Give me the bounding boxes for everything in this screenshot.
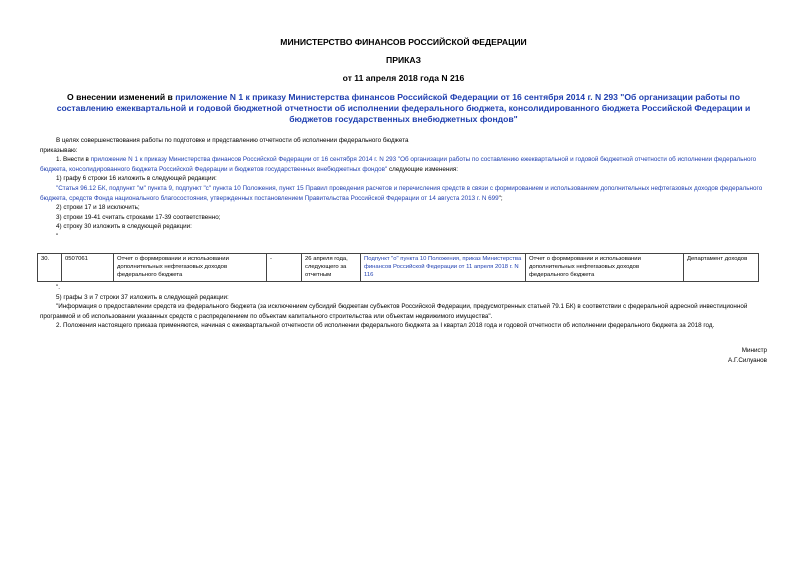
- item-1: 1) графу 6 строки 16 изложить в следующей редакции:: [56, 175, 217, 183]
- cell-department: Департамент доходов: [684, 254, 759, 282]
- item-3: 3) строки 19-41 считать строками 17-39 соответственно;: [56, 213, 221, 221]
- cell-form-code: 0507061: [62, 254, 114, 282]
- item-5: 5) графы 3 и 7 строки 37 изложить в следующей редакции:: [56, 293, 229, 301]
- cell-deadline: 26 апреля года, следующего за отчетным: [302, 254, 361, 282]
- document-body-continued: [40, 283, 767, 331]
- signature-name: А.Г.Силуанов: [728, 356, 767, 364]
- cell-number: 30.: [38, 254, 62, 282]
- signature-block: [728, 346, 767, 365]
- document-body: [40, 136, 767, 242]
- cell-basis: [361, 254, 526, 282]
- cell-report-name: Отчет о формировании и использовании дополнительных нефтегазовых доходов федерального бюджета: [114, 254, 267, 282]
- quote-open: ": [56, 232, 59, 240]
- title-link[interactable]: приложение N 1 к приказу Министерства финансов Российской Федерации от 16 сентября 2014 г. N 293 "Об организации работы по составлению ежеквартальной и годовой бюджетной отчетности об исполнении федерального бюджета, консолидированного бюджета Российской Федерации и бюджетов государственных внебюджетных фондов": [56, 92, 751, 124]
- paragraph-1: [40, 155, 767, 174]
- row-30-table: [37, 253, 759, 282]
- document-title: [40, 92, 767, 125]
- table-row: [38, 254, 759, 282]
- item-1-quote-link[interactable]: "Статья 96.12 БК, подпункт "м" пункта 9, подпункт "с" пункта 10 Положения, пункт 15 Правил проведения расчетов и перечисления средств в связи с формированием и использованием дополнительных нефтегазовых доходов федерального бюджета, средств Фонда национального благосостояния, утвержденных постановлением Правительства Российской Федерации от 14 августа 2013 г. N 699: [40, 184, 763, 202]
- cell-report-name-2: Отчет о формировании и использовании дополнительных нефтегазовых доходов федерального бюджета: [526, 254, 684, 282]
- quote-close: ".: [56, 284, 60, 291]
- p1-suffix: следующие изменения:: [387, 165, 459, 173]
- basis-link[interactable]: Подпункт "о" пункта 10 Положения, приказ Министерства финансов Российской Федерации от 11 апреля 2018 г. N 116: [364, 256, 522, 279]
- item-4: 4) строку 30 изложить в следующей редакции:: [56, 223, 192, 231]
- ministry-heading: МИНИСТЕРСТВО ФИНАНСОВ РОССИЙСКОЙ ФЕДЕРАЦИИ: [280, 37, 527, 47]
- p1-link[interactable]: приложение N 1 к приказу Министерства финансов Российской Федерации от 16 сентября 2014 г. N 293 "Об организации работы по составлению ежеквартальной и годовой бюджетной отчетности об исполнении федерального бюджета, консолидированного бюджета Российской Федерации и бюджетов государственных внебюджетных фондов": [40, 156, 757, 173]
- doc-type-heading: ПРИКАЗ: [386, 55, 421, 65]
- cell-dash: -: [267, 254, 302, 282]
- item-1-quote-end: ";: [498, 194, 503, 202]
- intro-paragraph: В целях совершенствования работы по подготовке и представлению отчетности об исполнении федерального бюджета: [56, 137, 409, 144]
- title-prefix: О внесении изменений в: [67, 92, 176, 102]
- item-1-quote: [40, 184, 767, 203]
- date-number-heading: от 11 апреля 2018 года N 216: [342, 73, 465, 83]
- signature-title: Министр: [741, 347, 767, 354]
- order-word: приказываю:: [40, 146, 78, 154]
- paragraph-2: 2. Положения настоящего приказа применяются, начиная с ежеквартальной отчетности об исполнении федерального бюджета за I квартал 2018 года и годовой отчетности об исполнении федерального бюджета за 2018 год.: [56, 322, 715, 330]
- item-5-quote: "Информация о предоставлении средств из федерального бюджета (за исключением субсидий бюджетам субъектов Российской Федерации, предусмотренных статьей 79.1 БК) в соответствии с федеральной адресной инвестиционной программой и об использовании указанных средств с распределением по объектам капитального строительства или объектам недвижимого имущества".: [40, 303, 748, 320]
- item-2: 2) строки 17 и 18 исключить;: [56, 204, 140, 212]
- p1-prefix: 1. Внести в: [56, 156, 91, 164]
